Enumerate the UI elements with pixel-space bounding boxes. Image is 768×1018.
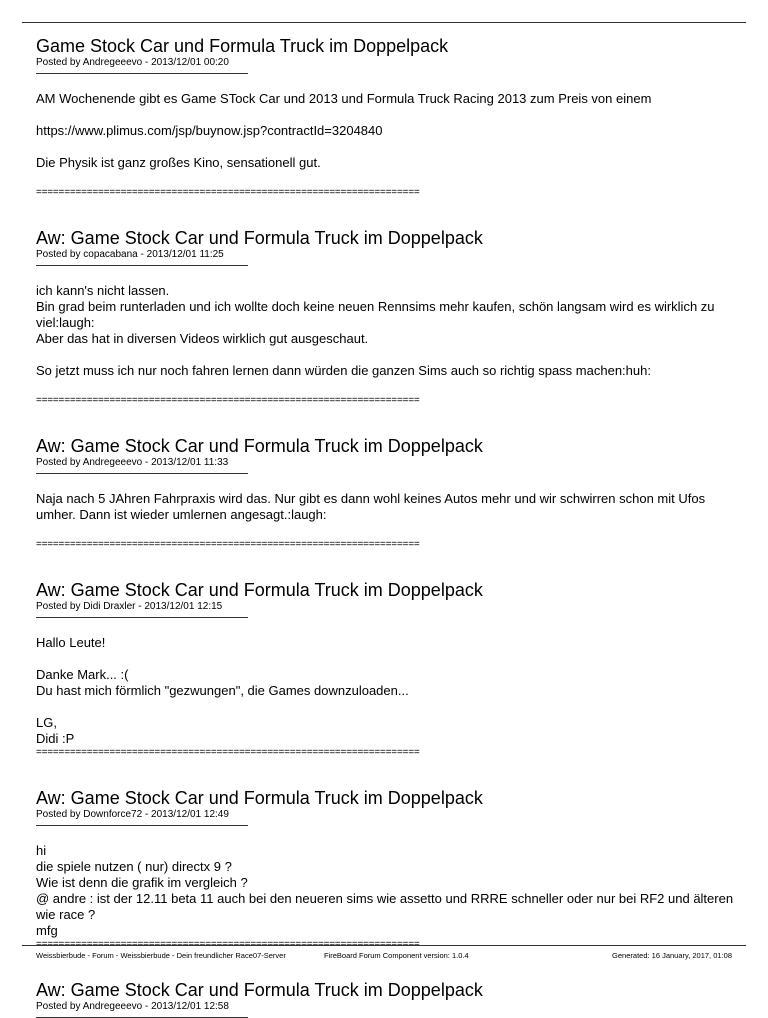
post-body [36,843,736,939]
post-meta: Posted by Andregeeevo - 2013/12/01 11:33 [36,457,229,468]
post-meta: Posted by Didi Draxler - 2013/12/01 12:15 [36,601,223,612]
post-meta: Posted by Andregeeevo - 2013/12/01 00:20 [36,57,229,68]
post-separator: ==================================================================== [36,187,420,198]
post [36,980,736,1018]
post-meta: Posted by Andregeeevo - 2013/12/01 12:58 [36,1001,229,1012]
post-meta: Posted by Downforce72 - 2013/12/01 12:49 [36,809,229,820]
post-paragraph: LG, Didi :P [36,715,75,746]
post-title: Aw: Game Stock Car und Formula Truck im Doppelpack [36,228,483,248]
post-paragraph: So jetzt muss ich nur noch fahren lernen dann würden die ganzen Sims auch so richtig spass machen:huh: [36,363,651,378]
post-title: Aw: Game Stock Car und Formula Truck im Doppelpack [36,980,483,1000]
post-title: Aw: Game Stock Car und Formula Truck im Doppelpack [36,580,483,600]
document-content [36,36,736,1018]
post-title: Game Stock Car und Formula Truck im Doppelpack [36,36,449,56]
meta-divider [36,617,248,618]
post-separator: ==================================================================== [36,395,420,406]
post [36,228,736,407]
post-body [36,91,736,171]
post-paragraph: Hallo Leute! [36,635,106,650]
post-body [36,283,736,379]
post-body [36,635,736,747]
footer-divider [22,945,746,946]
post-paragraph: hi die spiele nutzen ( nur) directx 9 ? Wie ist denn die grafik im vergleich ? @ andre : ist der 12.11 beta 11 auch bei den neueren sims wie assetto und RRRE schneller oder nur bei RF2 und älteren wie race ? mfg [36,843,734,938]
meta-divider [36,473,248,474]
top-divider [22,22,746,23]
post-separator: ==================================================================== [36,939,420,950]
meta-divider [36,825,248,826]
post [36,36,736,199]
post [36,580,736,759]
post-meta: Posted by copacabana - 2013/12/01 11:25 [36,249,224,260]
meta-divider [36,73,248,74]
post [36,436,736,551]
post-paragraph: ich kann's nicht lassen. Bin grad beim runterladen und ich wollte doch keine neuen Rennsims mehr kaufen, schön langsam wird es wirklich zu viel:laugh: Aber das hat in diversen Videos wirklich gut ausgeschaut. [36,283,715,346]
post-body [36,491,736,523]
footer-component: FireBoard Forum Component version: 1.0.4 [324,951,469,960]
post-title: Aw: Game Stock Car und Formula Truck im Doppelpack [36,436,483,456]
post-link[interactable]: https://www.plimus.com/jsp/buynow.jsp?contractId=3204840 [36,123,383,138]
post [36,788,736,951]
post-separator: ==================================================================== [36,747,420,758]
post-paragraph: AM Wochenende gibt es Game STock Car und 2013 und Formula Truck Racing 2013 zum Preis von einem [36,91,652,106]
post-paragraph: Danke Mark... :( Du hast mich förmlich "gezwungen", die Games downzuloaden... [36,667,409,698]
footer-generated: Generated: 16 January, 2017, 01:08 [612,951,732,960]
post-title: Aw: Game Stock Car und Formula Truck im Doppelpack [36,788,483,808]
meta-divider [36,265,248,266]
post-separator: ==================================================================== [36,539,420,550]
footer-site: Weissbierbude - Forum - Weissbierbude - Dein freundlicher Race07-Server [36,951,286,960]
post-paragraph: Die Physik ist ganz großes Kino, sensationell gut. [36,155,321,170]
post-paragraph: Naja nach 5 JAhren Fahrpraxis wird das. Nur gibt es dann wohl keines Autos mehr und wir schwirren schon mit Ufos umher. Dann ist wieder umlernen angesagt.:laugh: [36,491,709,522]
